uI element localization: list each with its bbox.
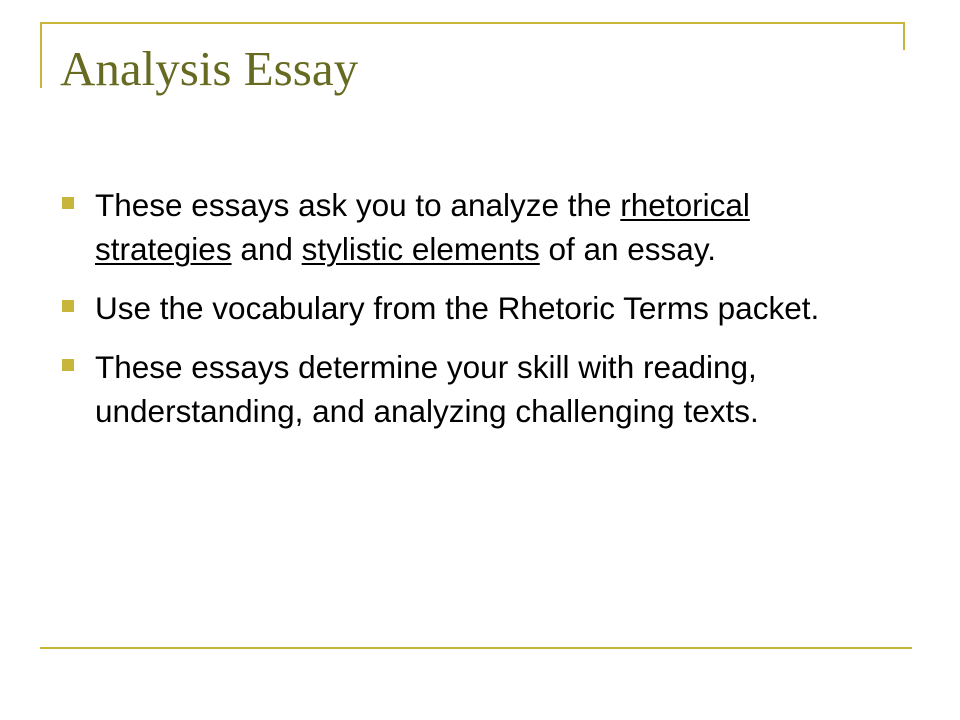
bullet-3-text: These essays determine your skill with reading, understanding, and analyzing challenging texts. [95, 349, 759, 429]
right-accent-line [903, 22, 905, 50]
square-bullet-icon [62, 359, 74, 371]
square-bullet-icon [62, 300, 74, 312]
bullet-list [60, 183, 860, 448]
bullet-item-3 [60, 345, 860, 433]
bullet-1-text-middle: and [231, 231, 302, 267]
bullet-1-text-end: of an essay. [539, 231, 716, 267]
slide-title: Analysis Essay [60, 41, 359, 96]
bullet-item-2 [60, 286, 860, 330]
square-bullet-icon [62, 197, 74, 209]
underlined-term-rhetorical-strategies: rhetorical strategies [95, 187, 750, 267]
top-divider-line [40, 22, 904, 24]
bullet-1-text-start: These essays ask you to analyze the [95, 187, 621, 223]
left-accent-line [40, 22, 42, 88]
underlined-term-stylistic-elements: stylistic elements [301, 231, 540, 267]
bullet-2-text: Use the vocabulary from the Rhetoric Terms packet. [95, 290, 820, 326]
bottom-divider-line [40, 647, 912, 649]
bullet-item-1 [60, 183, 860, 271]
